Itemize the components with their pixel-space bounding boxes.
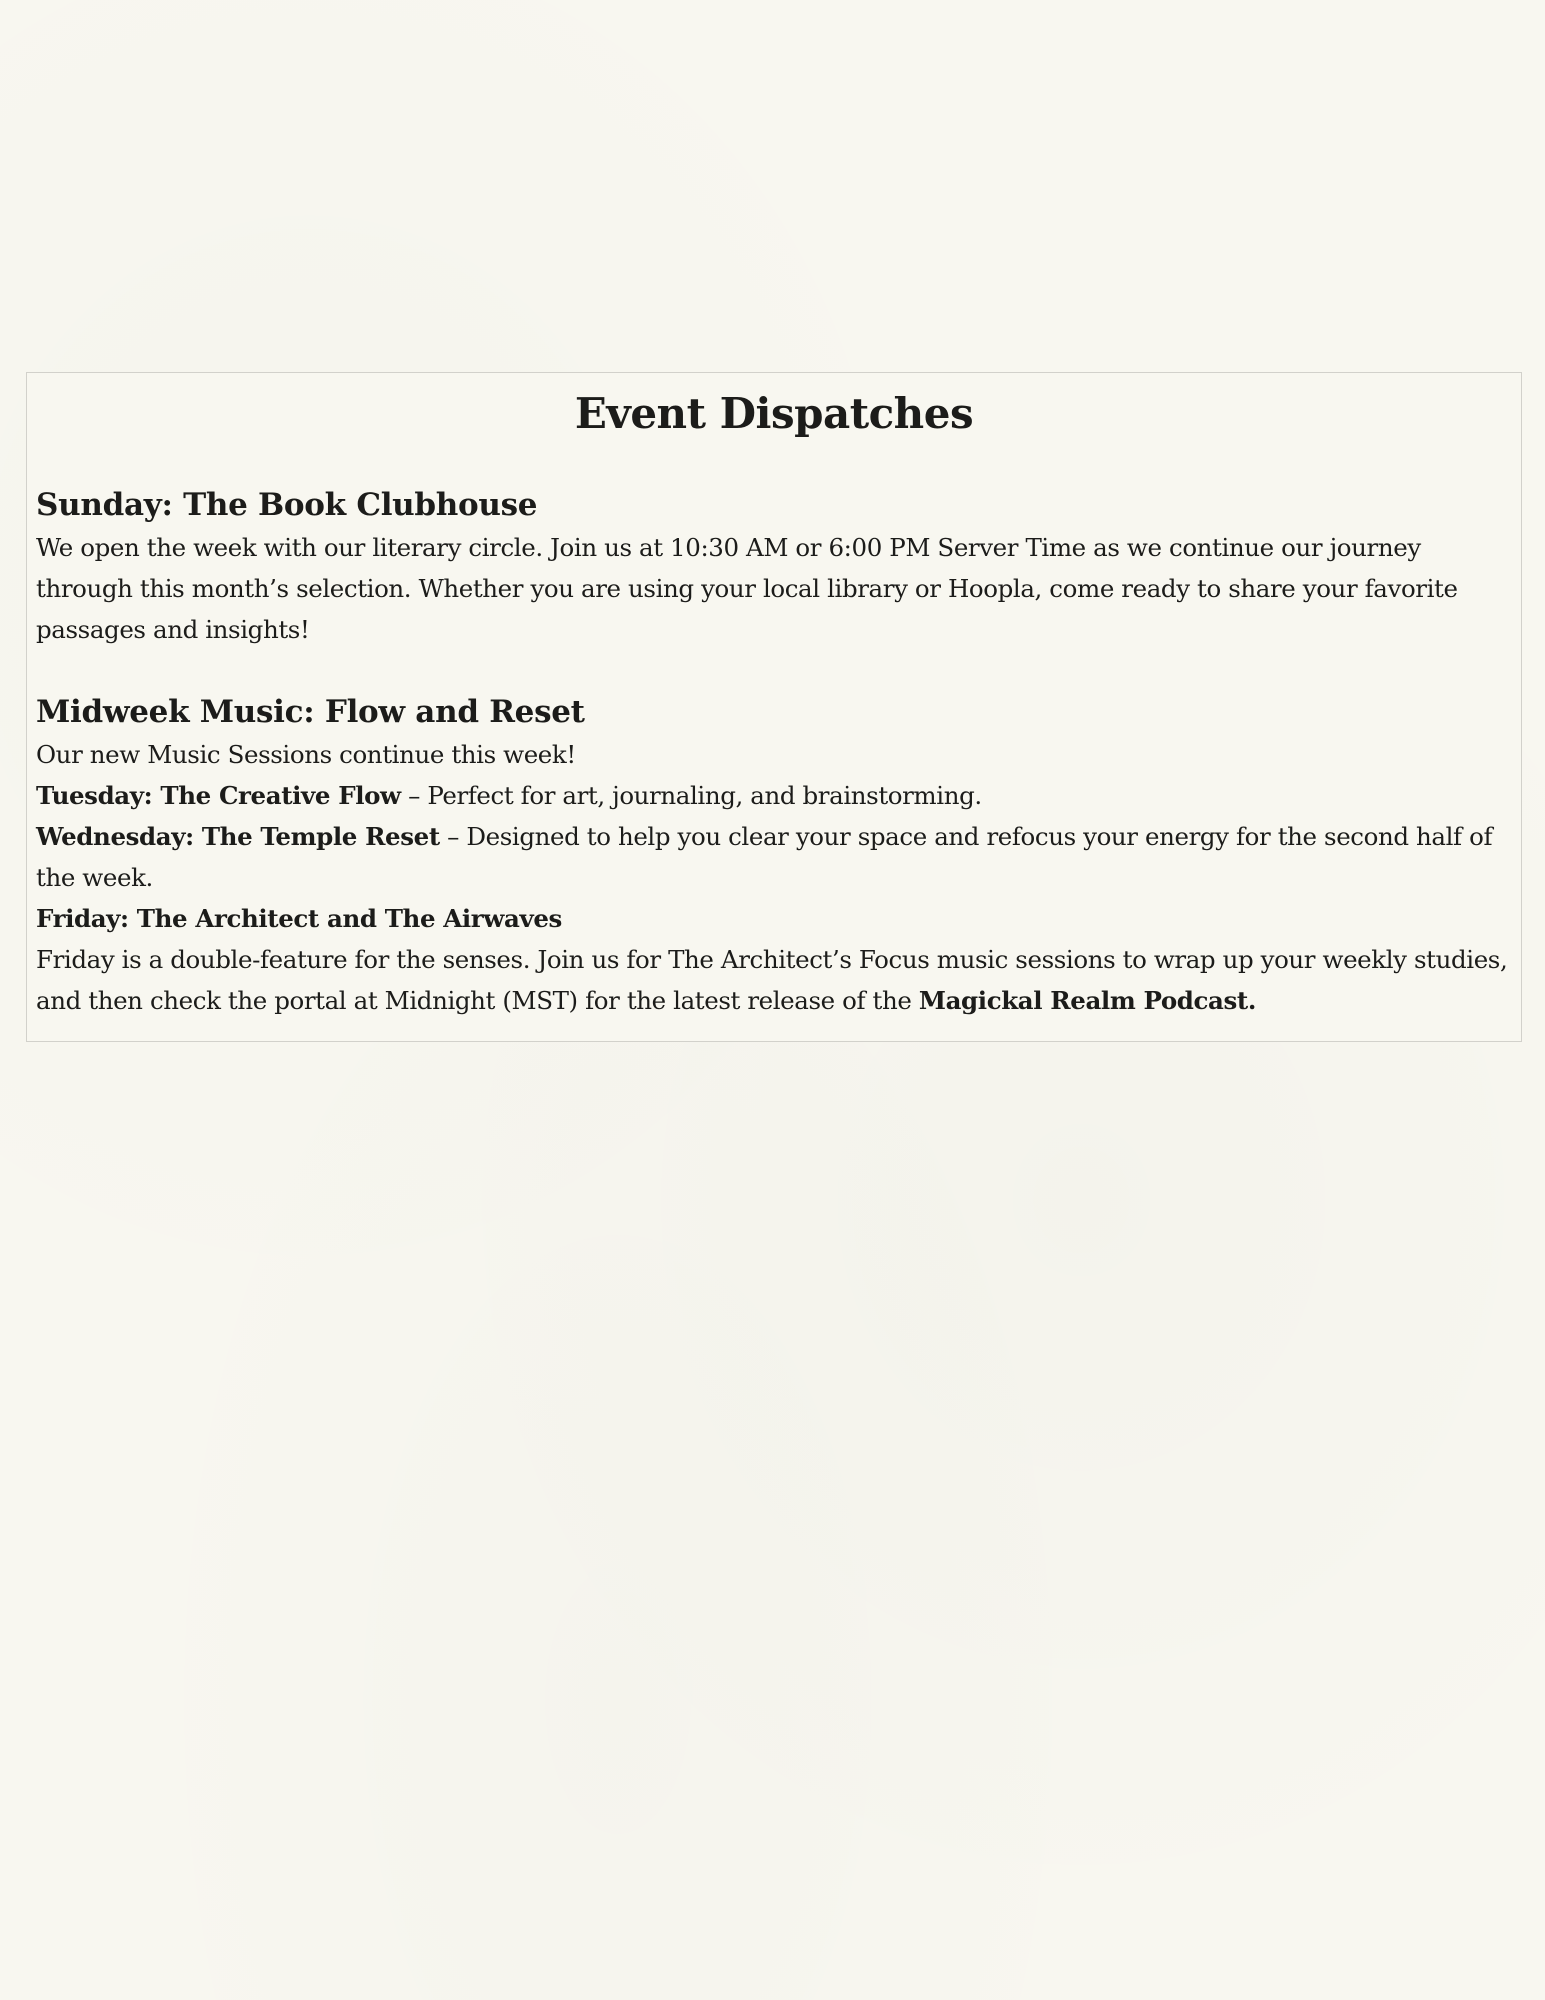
midweek-heading: Midweek Music: Flow and Reset bbox=[36, 694, 585, 730]
tuesday-text: – Perfect for art, journaling, and brainstorming. bbox=[400, 781, 982, 810]
friday-label: Friday: The Architect and The Airwaves bbox=[36, 904, 562, 933]
page-title: Event Dispatches bbox=[574, 389, 974, 438]
sunday-body: We open the week with our literary circle. Join us at 10:30 AM or 6:00 PM Server Time as we continue our journey through this month’s selection. Whether you are using your local library or Hoopla, come ready to share your favorite passages and insights! bbox=[36, 533, 1458, 644]
wednesday-label: Wednesday: The Temple Reset bbox=[36, 822, 440, 851]
friday-text: Friday is a double-feature for the senses. Join us for The Architect’s Focus music sessions to wrap up your weekly studies, and then check the portal at Midnight (MST) for the latest release of the bbox=[36, 945, 1508, 1015]
wednesday-item bbox=[36, 816, 1512, 898]
wednesday-text: – Designed to help you clear your space and refocus your energy for the second half of the week. bbox=[36, 822, 1493, 892]
podcast-name: Magickal Realm Podcast. bbox=[918, 986, 1256, 1015]
friday-body bbox=[36, 939, 1512, 1021]
sunday-heading: Sunday: The Book Clubhouse bbox=[36, 487, 538, 523]
tuesday-label: Tuesday: The Creative Flow bbox=[36, 781, 401, 810]
tuesday-item bbox=[36, 775, 1512, 816]
midweek-intro: Our new Music Sessions continue this week! bbox=[36, 740, 576, 769]
event-dispatches-panel bbox=[26, 372, 1522, 1042]
